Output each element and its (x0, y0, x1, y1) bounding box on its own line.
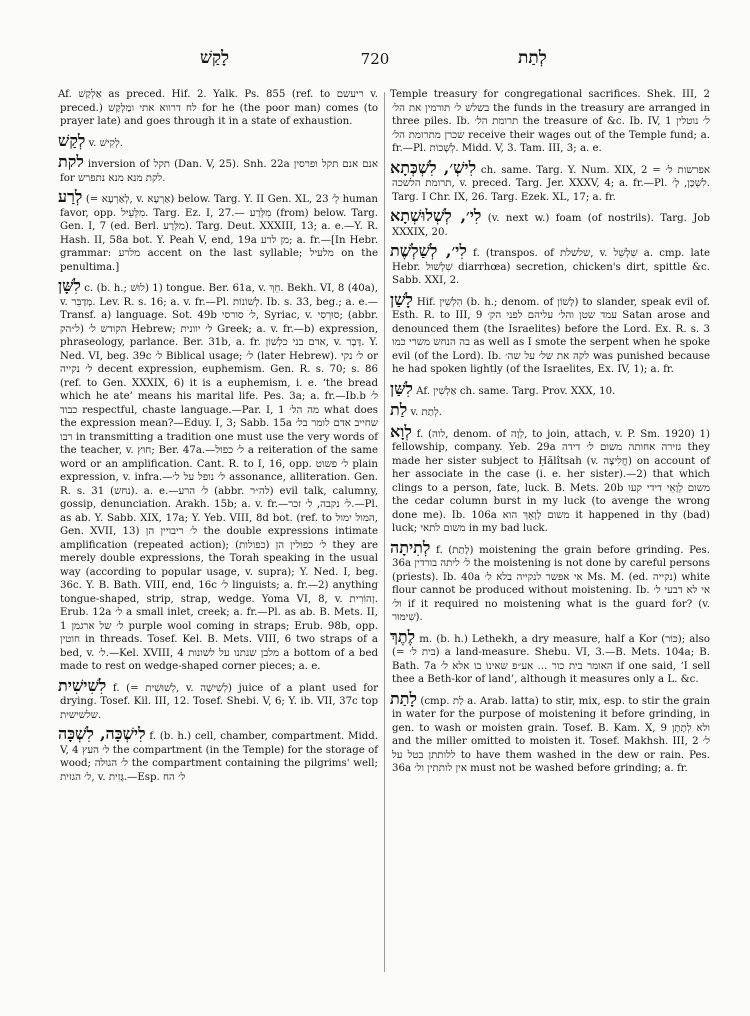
entry-headword: לִישְׁ׳, לִשְׁכְּתָא (390, 157, 477, 177)
entry-text: f. (לָתַת) moistening the grain before grinding. Pes. 36a ל׳ ליתה בורדין the moistening is not done by careful persons (priests). Ib. 40a אי אפשר לנקייה בלא ל׳ Ms. M. (ed. נקייה) white flour cannot be produced without moistening. Ib. אי לא דבעי ל׳ ול׳ if it required no moistening what is the guard for? (v. שִׁימּוּר). (392, 544, 711, 623)
entry-text: f. (= לְשׁוּשִׁית, v. לְשִׁישָׁה) juice of a plant used for drying. Tosef. Kil. III, 12. Tosef. Shebi. V, 6; Y. ib. VII, 37c top שלשישית. (60, 682, 379, 721)
entry-headword: לִשַּׁן (390, 378, 413, 398)
dictionary-entry (392, 88, 710, 156)
entry-text: f. (transpos. of שלשלת, v. שִׁלְשֵׁל a. cmp. late Hebr. שִׁלְשׁוּל diarrhœa) secretion, chicken's dirt, spittle &c. Sabb. XXI, 2. (392, 248, 711, 286)
dictionary-entry (58, 187, 378, 274)
entry-headword: לַת (390, 400, 408, 419)
entry-text: c. (b. h.; לוּשׁ) 1) tongue. Ber. 61a, v. חֵךְ. Bekh. VI, 8 (40a), v. מְדַבֵּר. Lev. R. s. 16; a. v. fr.—Pl. לְשׁוֹנוֹת. Ib. s. 33, beg.; a. e.—Transf. a) language. Sot. 49b ל׳ סורסי, Syriac, v. סוּרְסִי; (abbr. ל״הק) הקודש ל׳ Hebrew; ל׳ יוונית Greek; a. v. fr.—b) expression, phraseology, parlance. Ber. 31b, a. fr. אדם בני כלְשׁוֹן, v. דָּבָר. Y. Ned. VI, beg. 39c ל׳ Biblical usage; ל׳ (later Hebrew). ל׳ נקי or ל׳ נקייה decent expression, euphemism. Gen. R. s. 70; s. 86 (ref. to Gen. XXXIX, 6) it is a euphemism, i. e. ‘the bread which he ate’ means his marital life. Pes. 3a; a. fr.—Ib.b ל׳ כבוד respectful, chaste language.—Par. I, 1 מה הל׳ what does the expression mean?—Eduy. I, 3; Sabb. 15a שחייב אדם לומר בל׳ רבו in transmitting a tradition one must use the very words of the teacher, v. חוּץ; Ber. 47a.—ל׳ כפול a reiteration of the same word or an amplification. Cant. R. to I, 16, opp. ל׳ פשוט plain expression, v. infra.—ל׳ נופל על ל׳ assonance, alliteration. Gen. R. s. 31 (נחש). a. e.—ל׳ הרע (abbr. לה״ר) evil talk, calumny, gossip, denunciation. Arakh. 15b; a. v. fr.—ל׳ נקבה, ל׳ זכר.—Pl. as ab. Y. Sabb. XIX, 17a; Y. Yeb. VIII, 8d bot. (ref. to המול ימול, Gen. XVII, 13) ל׳ ריבויין הן the double expressions intimate amplification (repeated action); ל׳ כפולין הן (כפולות) they are merely double expressions, the Torah speaking in the usual way (according to popular usage, v. supra); Y. Ned. I, beg. 36c. Y. B. Bath. VIII, end, 16c ל׳ linguists; a. fr.—2) anything tongue-shaped, strip, strap, wedge. Yoma VI, 8, v. זְהוֹרִית. Erub. 12a ל׳ a small inlet, creek; a. fr.—Pl. as ab. B. Mets. II, 1 ל׳ של ארגמן purple wool coming in straps; Erub. 98b, opp. חוטין in threads. Tosef. Kel. B. Mets. VIII, 6 two straps of a bed, v. ל׳.—Kel. XVIII, 4 מלבן שנתנו על לשונות a bottom of a bed made to rest on wedge-shaped corner pieces; a. e. (60, 283, 379, 672)
running-head-right: לְתַת (518, 48, 547, 68)
entry-headword: לִי׳, לְשַׁלְשֶׁת (390, 241, 467, 260)
entry-text: m. (b. h.) Lethekh, a dry measure, half a Kor (כּוֹר); also (= בית ל׳) a land-measure. Shebu. VI, 3.—B. Mets. 104a; B. Bath. 7a האומר בית כור ... אע״פ שאינו בו אלא ל׳ if one said, ‘I sell thee a Beth-kor of land’, although it measures only a L. &c. (392, 633, 710, 685)
page-number: 720 (360, 50, 390, 68)
entry-headword: לְרַע (58, 187, 83, 206)
dictionary-entry (390, 626, 710, 687)
dictionary-entry (390, 400, 710, 420)
dictionary-entry (390, 378, 710, 399)
dictionary-entry (58, 276, 379, 674)
column-divider (384, 92, 385, 972)
right-column (392, 88, 710, 781)
dictionary-entry (390, 241, 711, 288)
entry-text: f. (b. h.) cell, chamber, compartment. Midd. V, 4 ל׳ העץ the compartment (in the Temple) for the storage of wood; ל׳ הגולה the compartment containing the pilgrims' well; ל׳ הגזית, v. גָּזִית.—Esp. ל׳ הח (60, 731, 378, 783)
entry-headword: לֶתֶךְ (390, 626, 416, 646)
entry-headword: לְוָא (390, 421, 412, 441)
dictionary-entry (390, 421, 711, 536)
dictionary-entry (58, 130, 378, 151)
entry-text: (cmp. לַת a. Arab. latta) to stir, mix, esp. to stir the grain in water for the purpose of moistening it before grinding, in gen. to wash or moisten grain. Tosef. B. Kam. X, 9 ולא לְתָתָן and the miller omitted to moisten it. Tosef. Makhsh. III, 2 ל׳ ללותתן בטל על to have them washed in the dew or rain. Pes. 36a אין לותתין ול׳ must not be washed before grinding; a. fr. (392, 695, 711, 774)
entry-headword: לקת (58, 152, 84, 171)
entry-text: v. לְקִישׁ. (88, 137, 124, 149)
entry-text: Af. אַלְקַשׁ as preced. Hif. 2. Yalk. Ps. 855 (ref. to ריעשם v. preced.) לח דרווא אתי ומַלְקַשׁ for he (the poor man) comes (to prayer late) and goes through it in a state of exhaustion. (58, 89, 379, 127)
entry-headword: לִשִׁישִׁית (58, 675, 107, 695)
entry-headword: לִשָּׁן (58, 276, 81, 295)
entry-text: ch. same. Targ. Y. Num. XIX, 2 אפרשות ל׳ = תרומת הלשכה, v. preced. Targ. Jer. XXXV, 4; a. fr.—Pl. לִשְׁכָּן, לְ׳. Targ. I Chr. IX, 26. Targ. Ezek. XL, 17; a. fr. (392, 164, 711, 203)
dictionary-entry (58, 724, 378, 784)
page-header (0, 48, 750, 74)
dictionary-entry (390, 289, 711, 377)
entry-text: v. לְתַת. (410, 407, 442, 418)
dictionary-entry (60, 88, 378, 129)
entry-text: Hif. הִלְשִׁין (b. h.; denom. of לָשׁוֹן) to slander, speak evil of. Esth. R. to III, 9 עמד שטן והל׳ עליהם לפני הק׳ Satan arose and denounced them (the Israelites) before the Lord. Ex. R. s. 3 בה הנחש משרי כמו as well as I smote the serpent when he spoke evil (of the Lord). Ib. לקה את של׳ על שה׳ was punished because he had spoken lightly (of the Israelites, Ex. IV, 1); a. fr. (392, 296, 711, 375)
dictionary-entry (58, 675, 379, 723)
entry-headword: לָשַׁן (390, 289, 413, 309)
dictionary-entry (58, 152, 378, 185)
entry-text: Temple treasury for congregational sacrifices. Shek. III, 2 בשלש ל׳ תורמין את הל׳ the funds in the treasury are arranged in three piles. Ib. תרומת הל׳ the treasure of &c. Ib. IV, 1 ל׳ נוטלין שכרן מתרומת הל׳ receive their wages out of the Temple fund; a. fr.—Pl. לְשָׁכוֹת. Midd. V, 3. Tam. III, 3; a. e. (390, 89, 711, 154)
entry-headword: לִי׳, לְשְׁלוּשְׁתָא (390, 206, 482, 225)
running-head-left: לָקַשׁ (200, 48, 230, 68)
dictionary-entry (390, 206, 710, 239)
entry-text: (v. next w.) foam (of nostrils). Targ. Job XXXIX, 20. (392, 213, 710, 238)
entry-headword: לְתִיתָה (390, 537, 431, 557)
left-column (60, 88, 378, 789)
entry-text: Af. אַלְשִׁין ch. same. Targ. Prov. XXX, 10. (416, 385, 616, 397)
dictionary-entry (390, 537, 711, 625)
entry-text: inversion of תקל (Dan. V, 25). Snh. 22a אנם אנם תקל ופרסין for לקת מנא מנא נתפרש. (60, 159, 378, 184)
dictionary-entry (390, 157, 711, 205)
dictionary-entry (390, 688, 711, 776)
entry-headword: לָתַת (390, 688, 417, 708)
entry-headword: לִישְׁכָּה, לִשְׁכָּה (58, 724, 146, 743)
entry-headword: לְקַשׁ (58, 130, 86, 150)
entry-text: (= לְאַרְעָא, v. אַרְעָא) below. Targ. Y. II Gen. XL, 23 לְ׳ human favor, opp. מִלְּעֵיל. Targ. Ez. I, 27.— מִלְּרַע (from) below. Targ. Gen. I, 7 (ed. Berl. מִלְּרָע). Targ. Deut. XXXIII, 13; a. e.—Y. R. Hash. II, 58a bot. Y. Peah V, end, 19a מן לרע; a. fr.—[In Hebr. grammar: מלרע accent on the last syllable; מלעיל on the penultima.] (60, 194, 378, 273)
entry-text: f. (לוה, denom. of לְוָה, to join, attach, v. P. Sm. 1920) 1) fellowship, company. Yeb. 29a גזירה אחותה משום ל׳ דידה they made her sister subject to Ḥălîtsah (v. חֲלִיצָה) on account of her associate in the case (i. e. her sister).—2) that which clings to a person, fate, luck. B. Mets. 20b משום לְוָאֵי דידי קעו the cedar column burst in my luck (to avenge the wrong done me). Ib. 106a משום לְוָאֵךְ הוא it happened in thy (bad) luck; משום לתאי in my bad luck. (392, 428, 711, 534)
